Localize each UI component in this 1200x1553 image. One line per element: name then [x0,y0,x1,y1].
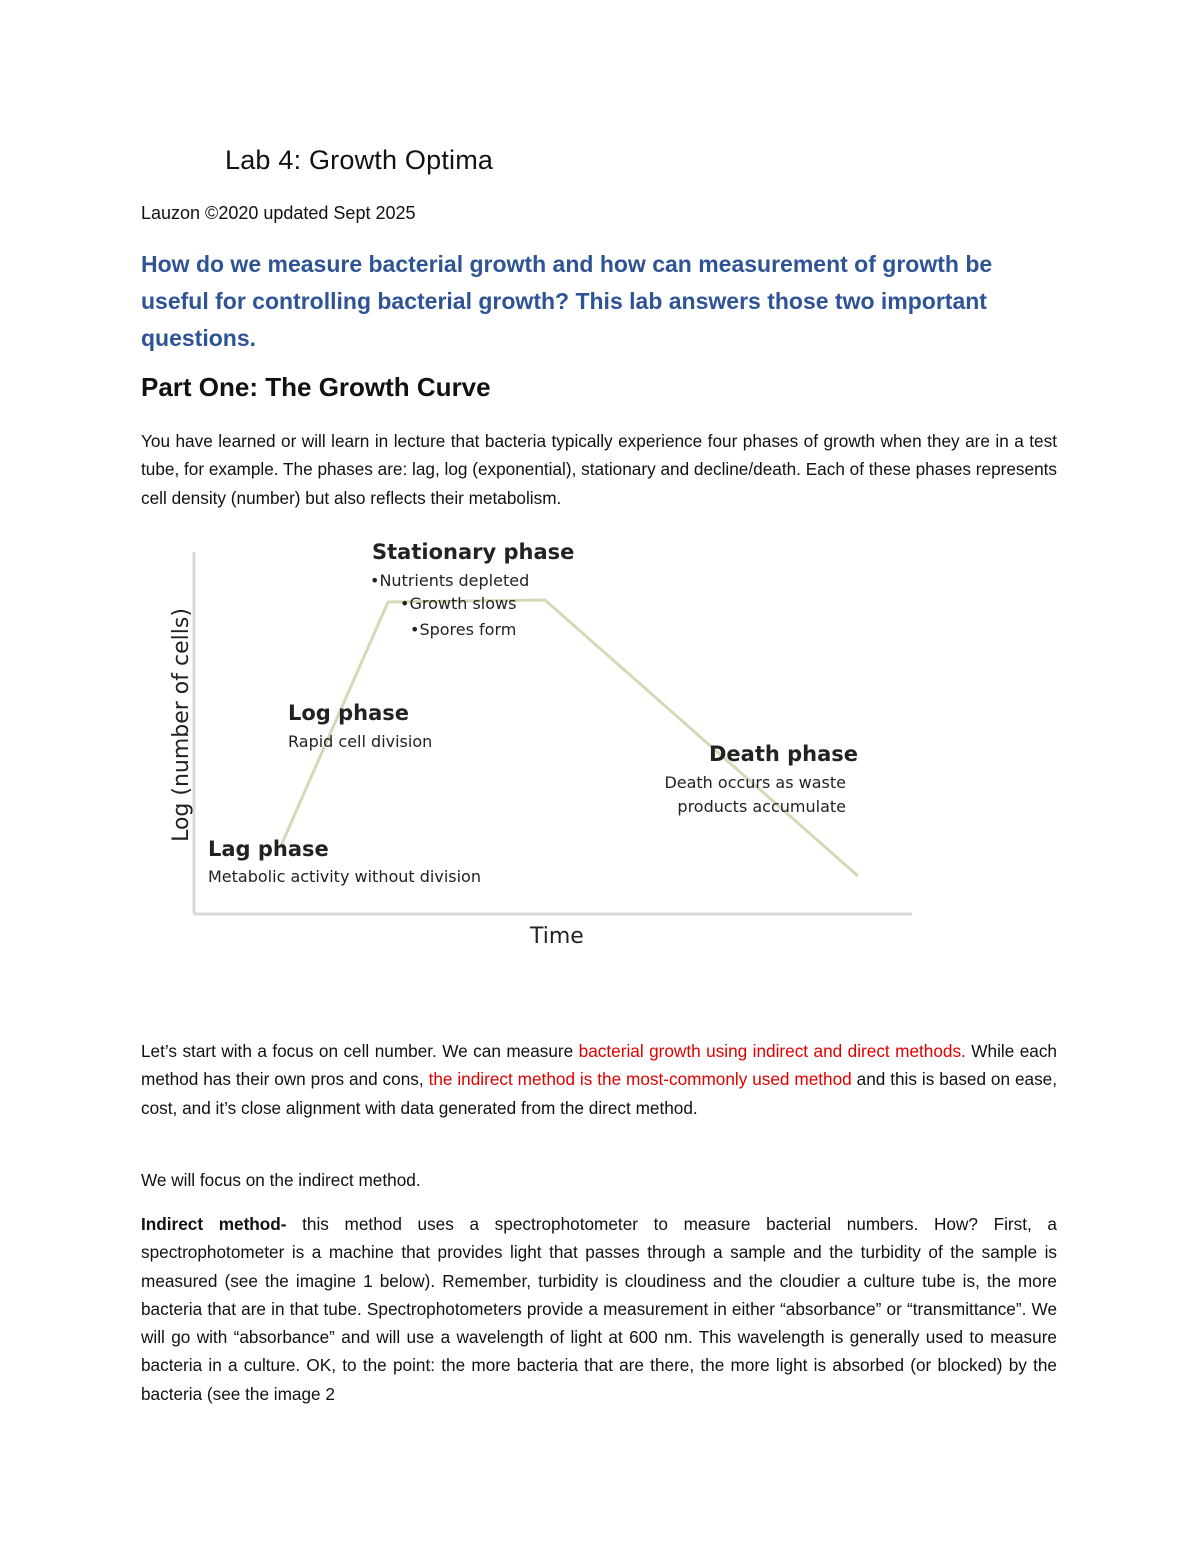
lag-phase-note: Metabolic activity without division [208,867,481,886]
focus-paragraph: We will focus on the indirect method. [141,1170,421,1190]
log-phase-note: Rapid cell division [288,732,433,751]
growth-curve-figure [150,530,930,960]
death-phase-title: Death phase [709,742,859,766]
log-phase-title: Log phase [288,701,410,725]
methods-highlight-1: bacterial growth using indirect and direct methods. [578,1041,966,1061]
document-title: Lab 4: Growth Optima [225,145,494,175]
stationary-note-2: •Growth slows [400,594,517,613]
stationary-phase-title: Stationary phase [372,540,575,564]
methods-text-1: Let’s start with a focus on cell number. We can measure [141,1041,579,1061]
death-note-1: Death occurs as waste [664,773,846,792]
methods-paragraph [141,1037,1057,1122]
stationary-note-3: •Spores form [410,620,517,639]
lag-phase-title: Lag phase [208,837,329,861]
methods-text-3: and this is based on ease, cost, and it’s close alignment with data generated from the direct method. [141,1069,1058,1118]
stationary-note-1: •Nutrients depleted [370,571,530,590]
indirect-method-body: this method uses a spectrophotometer to measure bacterial numbers. How? First, a spectrophotometer is a machine that provides light that passes through a sample and the turbidity of the sample is measured (see the imagine 1 below). Remember, turbidity is cloudiness and the cloudier a culture tube is, the more bacteria that are in that tube. Spectrophotometers provide a measurement in either “absorbance” or “transmittance”. We will go with “absorbance” and will use a wavelength of light at 600 nm. This wavelength is generally used to measure bacteria in a culture. OK, to the point: the more bacteria that are there, the more light is absorbed (or blocked) by the bacteria (see the image 2 [141,1214,1057,1404]
death-note-2: products accumulate [677,797,846,816]
indirect-method-lead: Indirect method- [141,1214,287,1234]
x-axis-label: Time [530,924,584,949]
y-axis-label: Log (number of cells) [169,608,194,842]
guiding-question: How do we measure bacterial growth and how can measurement of growth be useful for controlling bacterial growth? This lab answers those two important questions. [141,251,993,351]
indirect-method-paragraph [141,1210,1057,1408]
section-heading: Part One: The Growth Curve [141,372,491,402]
methods-text-2: While each method has their own pros and cons, [141,1041,1057,1090]
intro-paragraph: You have learned or will learn in lecture that bacteria typically experience four phases of growth when they are in a test tube, for example. The phases are: lag, log (exponential), stationary and decline/death. Each of these phases represents cell density (number) but also reflects their metabolism. [141,431,1057,508]
methods-highlight-2: the indirect method is the most-commonly used method [428,1069,852,1090]
author-line: Lauzon ©2020 updated Sept 2025 [141,203,416,223]
